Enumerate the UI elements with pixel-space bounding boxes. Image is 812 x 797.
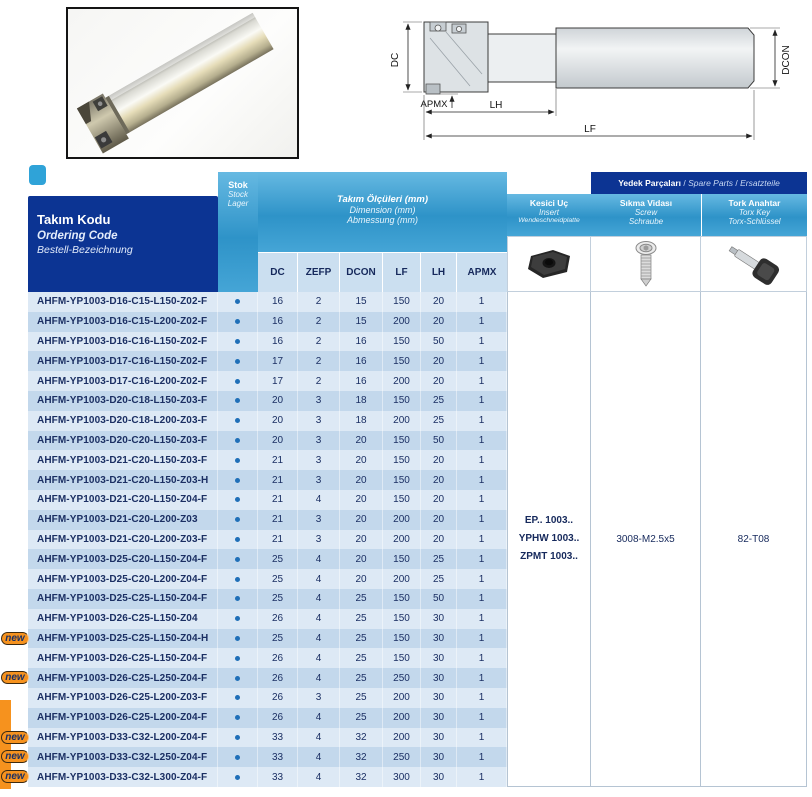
dim-label-dc: DC [390,52,401,68]
cell-zefp: 2 [298,371,340,391]
dim-label-apmx: APMX [420,99,448,110]
cell-dcon: 18 [340,391,383,411]
cell-dcon: 15 [340,292,383,312]
cell-lh: 20 [421,530,457,550]
stock-cell [218,490,258,510]
stock-dot [235,676,240,681]
stock-cell [218,708,258,728]
cell-lh: 20 [421,292,457,312]
ordering-code: AHFM-YP1003-D25-C25-L150-Z04-F [28,589,218,609]
cell-lh: 30 [421,708,457,728]
stock-dot [235,418,240,423]
stock-dot [235,735,240,740]
cell-zefp: 4 [298,728,340,748]
table-row [28,411,507,431]
cell-zefp: 4 [298,767,340,787]
cell-dcon: 25 [340,589,383,609]
ordering-code: AHFM-YP1003-D26-C25-L150-Z04-F [28,648,218,668]
cell-lh: 30 [421,747,457,767]
cell-lf: 200 [383,569,421,589]
cell-apmx: 1 [457,688,507,708]
ordering-code: AHFM-YP1003-D16-C15-L150-Z02-F [28,292,218,312]
stock-dot [235,557,240,562]
cell-apmx: 1 [457,569,507,589]
cell-lh: 25 [421,569,457,589]
tool-neck [488,34,558,82]
cell-dc: 21 [258,530,298,550]
ordering-code: AHFM-YP1003-D33-C32-L200-Z04-F [28,728,218,748]
new-badge: new [1,750,29,763]
insert-code: YPHW 1003.. [518,533,580,544]
dim-label-dcon: DCON [781,45,792,75]
cell-zefp: 4 [298,569,340,589]
ordering-code: AHFM-YP1003-D21-C20-L150-Z04-F [28,490,218,510]
torx-key-icon [701,236,807,292]
cell-lh: 25 [421,391,457,411]
stock-cell [218,728,258,748]
cell-apmx: 1 [457,609,507,629]
cell-apmx: 1 [457,490,507,510]
header-insert: Kesici Uç Insert Wendeschneidplatte [507,194,591,236]
cell-lf: 150 [383,391,421,411]
cell-lf: 150 [383,589,421,609]
header-screw: Sıkma Vidası Screw Schraube [591,194,701,236]
stock-dot [235,299,240,304]
ordering-code: AHFM-YP1003-D16-C16-L150-Z02-F [28,332,218,352]
table-row [28,688,507,708]
stock-cell [218,629,258,649]
table-row [5,668,507,688]
stock-cell [218,470,258,490]
ordering-code: AHFM-YP1003-D20-C18-L150-Z03-F [28,391,218,411]
cell-zefp: 4 [298,609,340,629]
stock-dot [235,695,240,700]
cell-lf: 200 [383,688,421,708]
cell-dc: 26 [258,668,298,688]
table-row [28,332,507,352]
cell-zefp: 4 [298,747,340,767]
insert-codes [507,292,591,787]
cell-lh: 50 [421,589,457,609]
cell-apmx: 1 [457,411,507,431]
stock-cell [218,351,258,371]
stock-dot [235,319,240,324]
cell-apmx: 1 [457,530,507,550]
col-header-zefp: ZEFP [298,253,340,292]
stock-dot [235,616,240,621]
stock-cell [218,391,258,411]
cell-apmx: 1 [457,629,507,649]
cell-lh: 20 [421,470,457,490]
ordering-code: AHFM-YP1003-D33-C32-L300-Z04-F [28,767,218,787]
cell-apmx: 1 [457,391,507,411]
stock-cell [218,312,258,332]
stock-dot [235,438,240,443]
stock-cell [218,549,258,569]
cell-dc: 26 [258,708,298,728]
cell-lf: 150 [383,629,421,649]
cell-lf: 150 [383,431,421,451]
stock-dot [235,755,240,760]
screw-code: 3008-M2.5x5 [616,533,675,545]
cell-zefp: 2 [298,312,340,332]
cell-apmx: 1 [457,312,507,332]
col-header-lh: LH [421,253,457,292]
screw-code-cell [591,292,701,787]
cell-dc: 33 [258,747,298,767]
cell-lf: 150 [383,470,421,490]
cell-zefp: 3 [298,530,340,550]
stock-cell [218,431,258,451]
cell-dcon: 25 [340,668,383,688]
header-ordering-code [28,196,218,292]
tool-shank [556,28,754,88]
cell-lf: 150 [383,351,421,371]
table-row [28,648,507,668]
header-torx-key: Tork Anahtar Torx Key Torx-Schlüssel [701,194,807,236]
header-ordering-code-tr: Takım Kodu [37,212,111,227]
cell-zefp: 4 [298,648,340,668]
stock-dot [235,359,240,364]
ordering-code: AHFM-YP1003-D26-C25-L200-Z04-F [28,708,218,728]
stock-cell [218,589,258,609]
cell-lh: 30 [421,688,457,708]
cell-apmx: 1 [457,371,507,391]
cell-dc: 33 [258,767,298,787]
table-row [28,391,507,411]
torx-code-cell [701,292,807,787]
stock-cell [218,450,258,470]
stock-cell [218,530,258,550]
table-row [28,470,507,490]
stock-cell [218,688,258,708]
cell-zefp: 4 [298,490,340,510]
stock-dot [235,497,240,502]
cell-dc: 17 [258,351,298,371]
cell-dcon: 16 [340,332,383,352]
table-row [28,549,507,569]
cell-dc: 33 [258,728,298,748]
cell-dcon: 20 [340,510,383,530]
cell-dc: 25 [258,569,298,589]
cell-dcon: 32 [340,767,383,787]
header-spare-parts: Yedek Parçaları / Spare Parts / Ersatzteile [591,172,807,194]
cell-dcon: 25 [340,688,383,708]
cell-lf: 300 [383,767,421,787]
cell-apmx: 1 [457,292,507,312]
cell-dcon: 20 [340,450,383,470]
col-header-dc: DC [258,253,298,292]
ordering-code: AHFM-YP1003-D21-C20-L200-Z03-F [28,530,218,550]
stock-dot [235,577,240,582]
stock-cell [218,767,258,787]
cell-lh: 20 [421,450,457,470]
table-row [28,371,507,391]
cell-dc: 25 [258,629,298,649]
cell-lh: 30 [421,609,457,629]
table-row [5,767,507,787]
stock-cell [218,411,258,431]
table-row [28,490,507,510]
cell-zefp: 2 [298,332,340,352]
table-row [5,728,507,748]
col-header-dcon: DCON [340,253,383,292]
cell-lf: 150 [383,292,421,312]
dim-label-lh: LH [489,100,503,111]
cell-apmx: 1 [457,549,507,569]
cell-zefp: 4 [298,708,340,728]
cell-lf: 150 [383,648,421,668]
ordering-code: AHFM-YP1003-D21-C20-L150-Z03-F [28,450,218,470]
cell-zefp: 3 [298,431,340,451]
ordering-code: AHFM-YP1003-D20-C20-L150-Z03-F [28,431,218,451]
new-badge: new [1,731,29,744]
cell-dcon: 20 [340,490,383,510]
cell-lf: 150 [383,332,421,352]
cell-dcon: 20 [340,431,383,451]
cell-dcon: 16 [340,371,383,391]
cell-apmx: 1 [457,708,507,728]
cell-lh: 30 [421,648,457,668]
stock-dot [235,379,240,384]
cell-lh: 25 [421,411,457,431]
header-ordering-code-de: Bestell-Bezeichnung [37,244,133,256]
stock-cell [218,510,258,530]
cell-dcon: 32 [340,747,383,767]
cell-lh: 20 [421,490,457,510]
cell-apmx: 1 [457,470,507,490]
table-row [28,530,507,550]
stock-dot [235,339,240,344]
stock-cell [218,648,258,668]
product-photo [66,7,299,159]
cell-zefp: 3 [298,450,340,470]
torx-code: 82-T08 [737,533,770,545]
new-badge: new [1,671,29,684]
cell-dc: 20 [258,411,298,431]
product-table [5,172,807,787]
cell-lh: 30 [421,728,457,748]
stock-dot [235,715,240,720]
cell-lh: 25 [421,549,457,569]
insert-icon [507,236,591,292]
ordering-code: AHFM-YP1003-D20-C18-L200-Z03-F [28,411,218,431]
ordering-code: AHFM-YP1003-D25-C20-L200-Z04-F [28,569,218,589]
cell-lf: 200 [383,510,421,530]
cell-dc: 26 [258,609,298,629]
ordering-code: AHFM-YP1003-D26-C25-L150-Z04 [28,609,218,629]
cell-lf: 150 [383,490,421,510]
tool-diagram [386,4,806,156]
table-rows [5,292,507,787]
table-row [28,589,507,609]
cell-zefp: 3 [298,391,340,411]
cell-dcon: 20 [340,530,383,550]
cell-dc: 16 [258,332,298,352]
table-row [28,569,507,589]
cell-apmx: 1 [457,767,507,787]
cell-zefp: 4 [298,589,340,609]
table-body [5,292,807,787]
table-row [28,292,507,312]
cell-dc: 26 [258,648,298,668]
stock-dot [235,398,240,403]
stock-dot [235,656,240,661]
cell-zefp: 4 [298,668,340,688]
cell-apmx: 1 [457,510,507,530]
cell-dcon: 32 [340,728,383,748]
cell-dc: 17 [258,371,298,391]
header-dimensions: Takım Ölçüleri (mm) Dimension (mm) Abmessung (mm) [258,172,507,252]
cell-apmx: 1 [457,332,507,352]
cell-dcon: 15 [340,312,383,332]
stock-cell [218,292,258,312]
milling-cutter-photo [68,9,297,157]
cell-apmx: 1 [457,728,507,748]
ordering-code: AHFM-YP1003-D21-C20-L150-Z03-H [28,470,218,490]
cell-dc: 21 [258,450,298,470]
cell-apmx: 1 [457,747,507,767]
cell-lf: 200 [383,530,421,550]
cell-dc: 16 [258,292,298,312]
stock-cell [218,747,258,767]
cell-zefp: 3 [298,688,340,708]
cell-lh: 20 [421,312,457,332]
cell-apmx: 1 [457,648,507,668]
dim-label-lf: LF [584,124,596,135]
cell-lh: 30 [421,629,457,649]
cell-lf: 150 [383,450,421,470]
cell-lf: 200 [383,371,421,391]
cell-dc: 26 [258,688,298,708]
header-ordering-code-en: Ordering Code [37,230,118,242]
cell-dc: 25 [258,589,298,609]
cell-zefp: 3 [298,470,340,490]
cell-dc: 20 [258,431,298,451]
ordering-code: AHFM-YP1003-D16-C15-L200-Z02-F [28,312,218,332]
cell-apmx: 1 [457,589,507,609]
cell-lf: 200 [383,312,421,332]
cell-lh: 50 [421,431,457,451]
new-badge: new [1,770,29,783]
cell-lf: 150 [383,609,421,629]
cell-apmx: 1 [457,668,507,688]
ordering-code: AHFM-YP1003-D25-C20-L150-Z04-F [28,549,218,569]
stock-dot [235,636,240,641]
cell-lh: 30 [421,668,457,688]
cell-dc: 21 [258,490,298,510]
screw-icon [591,236,701,292]
cell-dcon: 20 [340,470,383,490]
dimension-column-headers [258,252,507,292]
cell-dcon: 25 [340,609,383,629]
cell-dcon: 25 [340,629,383,649]
cell-lf: 150 [383,549,421,569]
stock-dot [235,458,240,463]
cell-dc: 20 [258,391,298,411]
cell-lh: 50 [421,332,457,352]
cell-lf: 200 [383,708,421,728]
cell-dcon: 25 [340,648,383,668]
cell-dcon: 16 [340,351,383,371]
cell-lh: 20 [421,510,457,530]
cell-apmx: 1 [457,431,507,451]
table-row [28,609,507,629]
stock-dot [235,596,240,601]
cell-dc: 21 [258,470,298,490]
ordering-code: AHFM-YP1003-D25-C25-L150-Z04-H [28,629,218,649]
ordering-code: AHFM-YP1003-D33-C32-L250-Z04-F [28,747,218,767]
cell-lh: 20 [421,371,457,391]
cell-lf: 250 [383,747,421,767]
cell-dcon: 25 [340,708,383,728]
col-header-lf: LF [383,253,421,292]
table-row [5,629,507,649]
cell-lf: 250 [383,668,421,688]
ordering-code: AHFM-YP1003-D17-C16-L150-Z02-F [28,351,218,371]
cell-apmx: 1 [457,450,507,470]
stock-dot [235,478,240,483]
ordering-code: AHFM-YP1003-D17-C16-L200-Z02-F [28,371,218,391]
cell-zefp: 3 [298,411,340,431]
stock-dot [235,775,240,780]
col-header-apmx: APMX [467,267,497,278]
stock-dot [235,517,240,522]
cell-lf: 200 [383,411,421,431]
cell-dc: 25 [258,549,298,569]
cell-dc: 16 [258,312,298,332]
table-row [28,510,507,530]
stock-dot [235,537,240,542]
cell-zefp: 2 [298,292,340,312]
insert-code: ZPMT 1003.. [520,551,578,562]
cell-lh: 20 [421,351,457,371]
new-badge: new [1,632,29,645]
cell-zefp: 2 [298,351,340,371]
cell-dcon: 18 [340,411,383,431]
stock-cell [218,332,258,352]
table-row [5,747,507,767]
table-header [28,172,807,292]
cell-lh: 30 [421,767,457,787]
stock-cell [218,371,258,391]
header-stock: Stok Stock Lager [218,172,258,292]
insert-code: EP.. 1003.. [524,515,574,526]
cell-lf: 200 [383,728,421,748]
ordering-code: AHFM-YP1003-D21-C20-L200-Z03 [28,510,218,530]
table-row [28,431,507,451]
cell-dcon: 20 [340,549,383,569]
cell-dc: 21 [258,510,298,530]
cell-zefp: 4 [298,629,340,649]
table-row [28,312,507,332]
table-row [28,351,507,371]
stock-cell [218,609,258,629]
cell-dcon: 20 [340,569,383,589]
stock-cell [218,668,258,688]
stock-cell [218,569,258,589]
table-row [28,708,507,728]
table-row [28,450,507,470]
cell-apmx: 1 [457,351,507,371]
ordering-code: AHFM-YP1003-D26-C25-L250-Z04-F [28,668,218,688]
ordering-code: AHFM-YP1003-D26-C25-L200-Z03-F [28,688,218,708]
cell-zefp: 4 [298,549,340,569]
cell-zefp: 3 [298,510,340,530]
